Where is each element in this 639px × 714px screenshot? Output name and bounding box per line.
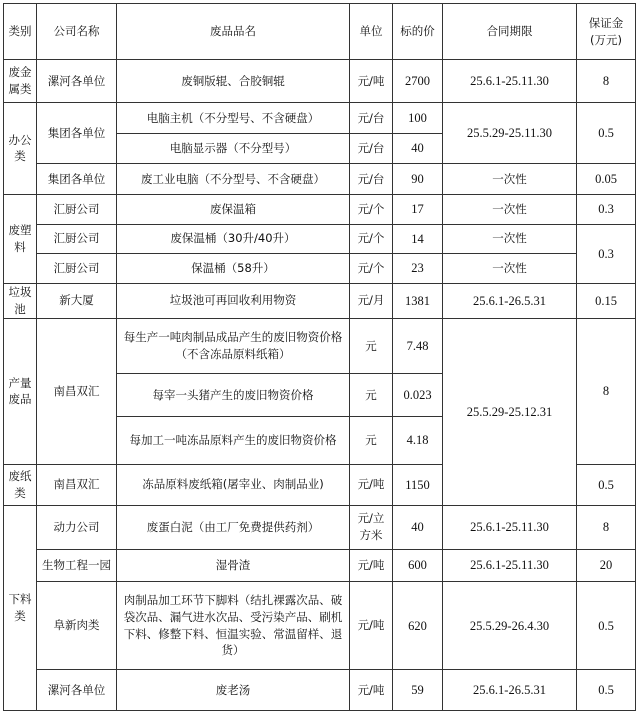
price-cell: 1150 bbox=[393, 464, 443, 505]
header-company: 公司名称 bbox=[37, 4, 117, 60]
product-cell: 废老汤 bbox=[117, 670, 350, 711]
table-row bbox=[4, 254, 636, 284]
header-category: 类别 bbox=[4, 4, 37, 60]
unit-cell: 元/立方米 bbox=[350, 505, 393, 549]
company-cell: 动力公司 bbox=[37, 505, 117, 549]
price-cell: 0.023 bbox=[393, 373, 443, 416]
company-cell: 南昌双汇 bbox=[37, 464, 117, 505]
price-cell: 100 bbox=[393, 103, 443, 134]
price-cell: 620 bbox=[393, 582, 443, 670]
unit-cell: 元/个 bbox=[350, 224, 393, 254]
unit-cell: 元 bbox=[350, 416, 393, 464]
price-cell: 4.18 bbox=[393, 416, 443, 464]
unit-cell: 元 bbox=[350, 373, 393, 416]
deposit-cell: 0.5 bbox=[577, 670, 636, 711]
table-row bbox=[4, 318, 636, 373]
product-cell: 每加工一吨冻品原料产生的废旧物资价格 bbox=[117, 416, 350, 464]
unit-cell: 元/个 bbox=[350, 194, 393, 224]
period-cell: 25.5.29-25.11.30 bbox=[443, 103, 577, 164]
unit-cell: 元/台 bbox=[350, 164, 393, 195]
table-row bbox=[4, 224, 636, 254]
unit-cell: 元/吨 bbox=[350, 549, 393, 582]
unit-cell: 元/台 bbox=[350, 133, 393, 164]
period-cell: 25.6.1-25.11.30 bbox=[443, 505, 577, 549]
table-row bbox=[4, 283, 636, 318]
unit-cell: 元/吨 bbox=[350, 582, 393, 670]
waste-price-table bbox=[3, 3, 636, 711]
deposit-cell: 0.5 bbox=[577, 103, 636, 164]
price-cell: 23 bbox=[393, 254, 443, 284]
table-row bbox=[4, 103, 636, 134]
period-cell: 一次性 bbox=[443, 224, 577, 254]
product-cell: 湿骨渣 bbox=[117, 549, 350, 582]
period-cell: 一次性 bbox=[443, 164, 577, 195]
header-price: 标的价 bbox=[393, 4, 443, 60]
unit-cell: 元/吨 bbox=[350, 60, 393, 103]
product-cell: 废保温桶（30升/40升） bbox=[117, 224, 350, 254]
price-cell: 40 bbox=[393, 133, 443, 164]
deposit-cell: 0.5 bbox=[577, 582, 636, 670]
table-row bbox=[4, 60, 636, 103]
deposit-cell: 0.5 bbox=[577, 464, 636, 505]
company-cell: 南昌双汇 bbox=[37, 318, 117, 464]
product-cell: 每生产一吨肉制品成品产生的废旧物资价格 （不含冻品原料纸箱） bbox=[117, 318, 350, 373]
header-product: 废品品名 bbox=[117, 4, 350, 60]
period-cell: 25.5.29-26.4.30 bbox=[443, 582, 577, 670]
table-row bbox=[4, 670, 636, 711]
product-cell: 废蛋白泥（由工厂免费提供药剂） bbox=[117, 505, 350, 549]
product-cell: 废铜版辊、合胶铜辊 bbox=[117, 60, 350, 103]
deposit-cell: 0.05 bbox=[577, 164, 636, 195]
header-deposit: 保证金 (万元) bbox=[577, 4, 636, 60]
company-cell: 汇厨公司 bbox=[37, 194, 117, 224]
period-cell: 25.6.1-25.11.30 bbox=[443, 60, 577, 103]
unit-cell: 元 bbox=[350, 318, 393, 373]
deposit-cell: 0.3 bbox=[577, 224, 636, 283]
category-cell: 下料类 bbox=[4, 505, 37, 710]
company-cell: 漯河各单位 bbox=[37, 60, 117, 103]
price-cell: 2700 bbox=[393, 60, 443, 103]
deposit-cell: 8 bbox=[577, 505, 636, 549]
unit-cell: 元/月 bbox=[350, 283, 393, 318]
company-cell: 汇厨公司 bbox=[37, 254, 117, 284]
table-row bbox=[4, 582, 636, 670]
product-cell: 电脑显示器（不分型号） bbox=[117, 133, 350, 164]
price-cell: 59 bbox=[393, 670, 443, 711]
price-cell: 1381 bbox=[393, 283, 443, 318]
price-cell: 17 bbox=[393, 194, 443, 224]
deposit-cell: 8 bbox=[577, 60, 636, 103]
product-cell: 废保温箱 bbox=[117, 194, 350, 224]
table-row bbox=[4, 549, 636, 582]
table-row bbox=[4, 164, 636, 195]
product-cell: 废工业电脑（不分型号、不含硬盘） bbox=[117, 164, 350, 195]
table-row bbox=[4, 505, 636, 549]
company-cell: 阜新肉类 bbox=[37, 582, 117, 670]
product-cell: 冻品原料废纸箱(屠宰业、肉制品业) bbox=[117, 464, 350, 505]
deposit-cell: 20 bbox=[577, 549, 636, 582]
category-cell: 废纸类 bbox=[4, 464, 37, 505]
unit-cell: 元/个 bbox=[350, 254, 393, 284]
header-period: 合同期限 bbox=[443, 4, 577, 60]
price-cell: 14 bbox=[393, 224, 443, 254]
deposit-cell: 0.3 bbox=[577, 194, 636, 224]
company-cell: 生物工程一园 bbox=[37, 549, 117, 582]
product-cell: 垃圾池可再回收利用物资 bbox=[117, 283, 350, 318]
product-cell: 保温桶（58升） bbox=[117, 254, 350, 284]
period-cell: 25.6.1-26.5.31 bbox=[443, 283, 577, 318]
category-cell: 办公类 bbox=[4, 103, 37, 195]
price-cell: 600 bbox=[393, 549, 443, 582]
category-cell: 垃圾池 bbox=[4, 283, 37, 318]
period-cell: 25.6.1-26.5.31 bbox=[443, 670, 577, 711]
period-cell: 一次性 bbox=[443, 254, 577, 284]
price-cell: 7.48 bbox=[393, 318, 443, 373]
price-cell: 40 bbox=[393, 505, 443, 549]
deposit-cell: 8 bbox=[577, 318, 636, 464]
category-cell: 产量废品 bbox=[4, 318, 37, 464]
category-cell: 废塑料 bbox=[4, 194, 37, 283]
header-unit: 单位 bbox=[350, 4, 393, 60]
unit-cell: 元/台 bbox=[350, 103, 393, 134]
price-cell: 90 bbox=[393, 164, 443, 195]
company-cell: 汇厨公司 bbox=[37, 224, 117, 254]
unit-cell: 元/吨 bbox=[350, 464, 393, 505]
company-cell: 漯河各单位 bbox=[37, 670, 117, 711]
product-cell: 电脑主机（不分型号、不含硬盘） bbox=[117, 103, 350, 134]
header-row bbox=[4, 4, 636, 60]
company-cell: 集团各单位 bbox=[37, 103, 117, 164]
product-cell: 每宰一头猪产生的废旧物资价格 bbox=[117, 373, 350, 416]
company-cell: 集团各单位 bbox=[37, 164, 117, 195]
period-cell: 25.5.29-25.12.31 bbox=[443, 318, 577, 505]
deposit-cell: 0.15 bbox=[577, 283, 636, 318]
unit-cell: 元/吨 bbox=[350, 670, 393, 711]
category-cell: 废金属类 bbox=[4, 60, 37, 103]
company-cell: 新大厦 bbox=[37, 283, 117, 318]
table-row bbox=[4, 194, 636, 224]
period-cell: 一次性 bbox=[443, 194, 577, 224]
product-cell: 肉制品加工环节下脚料（结扎裸露次品、破袋次品、漏气进水次品、受污染产品、刷机下料、修整下料、恒温实验、常温留样、退货） bbox=[117, 582, 350, 670]
period-cell: 25.6.1-25.11.30 bbox=[443, 549, 577, 582]
